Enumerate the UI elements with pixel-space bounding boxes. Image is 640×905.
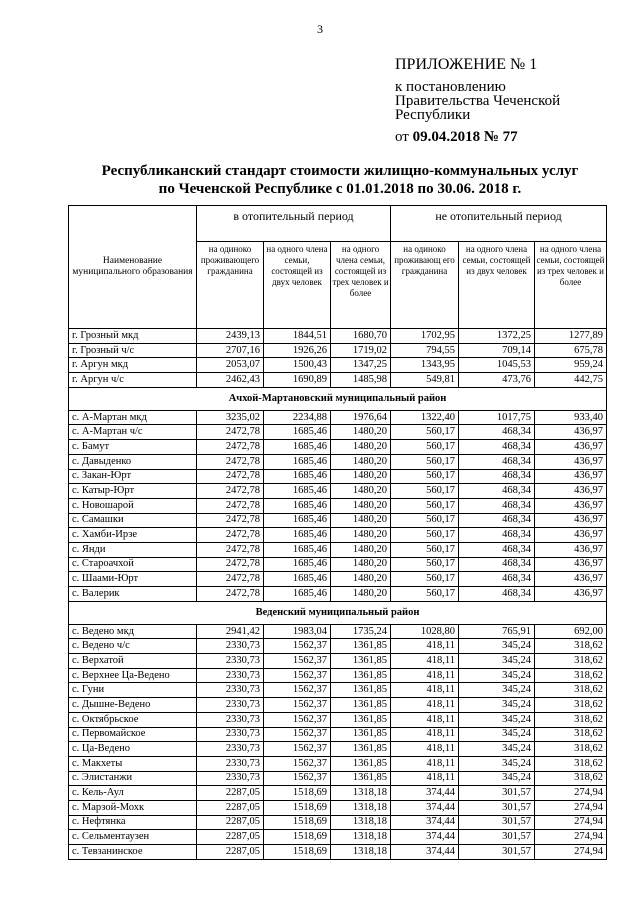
appendix-date-value: 09.04.2018 № 77: [412, 129, 518, 145]
document-title-line-2: по Чеченской Республике с 01.01.2018 по 30.06. 2018 г.: [158, 181, 522, 197]
header-heating-period: в отопительный период: [197, 206, 391, 242]
cost-value: 2330,73: [197, 698, 264, 713]
cost-value: 560,17: [391, 528, 459, 543]
cost-value: 2707,16: [197, 343, 264, 358]
municipality-name: с. Марзой-Мохк: [69, 800, 197, 815]
cost-value: 1685,46: [264, 454, 331, 469]
cost-value: 2330,73: [197, 654, 264, 669]
cost-value: 436,97: [535, 454, 607, 469]
cost-value: 468,34: [459, 454, 535, 469]
cost-value: 436,97: [535, 572, 607, 587]
table-row: [69, 639, 607, 654]
table-row: [69, 786, 607, 801]
cost-value: 1562,37: [264, 727, 331, 742]
municipality-name: г. Грозный мкд: [69, 329, 197, 344]
cost-value: 436,97: [535, 557, 607, 572]
cost-value: 1518,69: [264, 830, 331, 845]
cost-value: 1562,37: [264, 712, 331, 727]
cost-value: 1719,02: [331, 343, 391, 358]
table-row: [69, 830, 607, 845]
cost-value: 1685,46: [264, 469, 331, 484]
municipality-name: с. Кель-Аул: [69, 786, 197, 801]
cost-value: 1480,20: [331, 498, 391, 513]
municipality-name: с. Макхеты: [69, 756, 197, 771]
cost-value: 418,11: [391, 742, 459, 757]
cost-value: 1361,85: [331, 683, 391, 698]
cost-value: 318,62: [535, 698, 607, 713]
cost-value: 1322,40: [391, 410, 459, 425]
municipality-name: с. Ведено ч/с: [69, 639, 197, 654]
cost-value: 1361,85: [331, 712, 391, 727]
cost-value: 2330,73: [197, 683, 264, 698]
cost-value: 436,97: [535, 484, 607, 499]
table-row: [69, 727, 607, 742]
cost-value: 1685,46: [264, 440, 331, 455]
cost-value: 1685,46: [264, 513, 331, 528]
cost-value: 1480,20: [331, 572, 391, 587]
cost-value: 1361,85: [331, 698, 391, 713]
cost-value: 1480,20: [331, 440, 391, 455]
municipality-name: с. Нефтянка: [69, 815, 197, 830]
cost-value: 3235,02: [197, 410, 264, 425]
cost-value: 301,57: [459, 845, 535, 860]
table-row: [69, 358, 607, 373]
table-body: [69, 329, 607, 860]
cost-value: 1318,18: [331, 800, 391, 815]
table-row: [69, 756, 607, 771]
cost-value: 1361,85: [331, 727, 391, 742]
cost-value: 418,11: [391, 771, 459, 786]
table-row: [69, 771, 607, 786]
header-sub-3: на одного члена семьи, состоящей из трех человек и более: [331, 242, 391, 329]
municipality-name: с. Верхатой: [69, 654, 197, 669]
cost-value: 560,17: [391, 557, 459, 572]
cost-value: 1518,69: [264, 786, 331, 801]
cost-value: 2462,43: [197, 373, 264, 388]
cost-value: 794,55: [391, 343, 459, 358]
cost-value: 468,34: [459, 572, 535, 587]
cost-value: 345,24: [459, 771, 535, 786]
municipality-name: с. Катыр-Юрт: [69, 484, 197, 499]
cost-value: 318,62: [535, 683, 607, 698]
cost-value: 1485,98: [331, 373, 391, 388]
cost-value: 2053,07: [197, 358, 264, 373]
table-row: [69, 815, 607, 830]
cost-value: 1318,18: [331, 815, 391, 830]
cost-value: 675,78: [535, 343, 607, 358]
cost-value: 436,97: [535, 440, 607, 455]
cost-value: 1562,37: [264, 683, 331, 698]
cost-value: 345,24: [459, 698, 535, 713]
cost-value: 1685,46: [264, 498, 331, 513]
cost-value: 1685,46: [264, 425, 331, 440]
cost-value: 2330,73: [197, 668, 264, 683]
municipality-name: г. Грозный ч/с: [69, 343, 197, 358]
municipality-name: с. А-Мартан мкд: [69, 410, 197, 425]
cost-value: 301,57: [459, 815, 535, 830]
cost-value: 418,11: [391, 639, 459, 654]
cost-value: 2941,42: [197, 624, 264, 639]
municipality-name: с. Ца-Ведено: [69, 742, 197, 757]
cost-value: 1518,69: [264, 845, 331, 860]
cost-value: 1277,89: [535, 329, 607, 344]
cost-value: 1028,80: [391, 624, 459, 639]
cost-value: 468,34: [459, 542, 535, 557]
cost-value: 2330,73: [197, 756, 264, 771]
cost-value: 418,11: [391, 654, 459, 669]
cost-value: 2287,05: [197, 830, 264, 845]
cost-value: 1361,85: [331, 756, 391, 771]
cost-value: 374,44: [391, 845, 459, 860]
municipality-name: с. Октябрьское: [69, 712, 197, 727]
cost-value: 468,34: [459, 587, 535, 602]
cost-value: 274,94: [535, 786, 607, 801]
cost-value: 473,76: [459, 373, 535, 388]
appendix-title: ПРИЛОЖЕНИЕ № 1: [395, 56, 538, 73]
table-row: [69, 557, 607, 572]
cost-value: 2472,78: [197, 454, 264, 469]
document-title-line-1: Республиканский стандарт стоимости жилищно-коммунальных услуг: [101, 163, 579, 179]
cost-value: 2330,73: [197, 727, 264, 742]
cost-value: 1983,04: [264, 624, 331, 639]
cost-value: 2472,78: [197, 572, 264, 587]
cost-value: 1480,20: [331, 469, 391, 484]
cost-value: 2287,05: [197, 800, 264, 815]
cost-value: 1361,85: [331, 668, 391, 683]
appendix-block: [395, 58, 625, 144]
cost-value: 1480,20: [331, 484, 391, 499]
table-row: [69, 624, 607, 639]
cost-value: 2472,78: [197, 498, 264, 513]
cost-value: 2330,73: [197, 712, 264, 727]
municipality-name: с. Тевзанинское: [69, 845, 197, 860]
cost-value: 2472,78: [197, 557, 264, 572]
municipality-name: с. Верхнее Ца-Ведено: [69, 668, 197, 683]
cost-value: 374,44: [391, 800, 459, 815]
table-row: [69, 572, 607, 587]
municipality-name: с. Староачхой: [69, 557, 197, 572]
cost-value: 468,34: [459, 469, 535, 484]
tariff-table: [68, 205, 607, 860]
cost-value: 2472,78: [197, 542, 264, 557]
table-row: [69, 484, 607, 499]
cost-value: 468,34: [459, 557, 535, 572]
cost-value: 2472,78: [197, 513, 264, 528]
cost-value: 436,97: [535, 425, 607, 440]
cost-value: 318,62: [535, 771, 607, 786]
cost-value: 442,75: [535, 373, 607, 388]
cost-value: 1480,20: [331, 528, 391, 543]
cost-value: 1480,20: [331, 454, 391, 469]
cost-value: 1562,37: [264, 654, 331, 669]
cost-value: 2330,73: [197, 742, 264, 757]
municipality-name: с. Валерик: [69, 587, 197, 602]
municipality-name: с. Хамби-Ирзе: [69, 528, 197, 543]
municipality-name: с. Новошарой: [69, 498, 197, 513]
cost-value: 2472,78: [197, 440, 264, 455]
cost-value: 1562,37: [264, 756, 331, 771]
header-sub-5: на одного члена семьи, состоящей из двух человек: [459, 242, 535, 329]
section-row: [69, 387, 607, 410]
appendix-date-prefix: от: [395, 129, 409, 145]
municipality-name: с. Первомайское: [69, 727, 197, 742]
cost-value: 959,24: [535, 358, 607, 373]
cost-value: 1690,89: [264, 373, 331, 388]
cost-value: 2287,05: [197, 786, 264, 801]
cost-value: 560,17: [391, 440, 459, 455]
table-row: [69, 542, 607, 557]
appendix-line-3: Республики: [395, 107, 471, 123]
cost-value: 418,11: [391, 683, 459, 698]
header-sub-2: на одного члена семьи, состоящей из двух человек: [264, 242, 331, 329]
cost-value: 318,62: [535, 727, 607, 742]
cost-value: 418,11: [391, 698, 459, 713]
cost-value: 1480,20: [331, 557, 391, 572]
page-number: 3: [317, 22, 323, 36]
table-row: [69, 587, 607, 602]
appendix-date: [395, 130, 625, 144]
table-row: [69, 469, 607, 484]
cost-value: 560,17: [391, 513, 459, 528]
municipality-name: с. Дышне-Ведено: [69, 698, 197, 713]
table-row: [69, 845, 607, 860]
cost-value: 345,24: [459, 683, 535, 698]
table-row: [69, 654, 607, 669]
municipality-name: с. А-Мартан ч/с: [69, 425, 197, 440]
cost-value: 274,94: [535, 830, 607, 845]
cost-value: 1372,25: [459, 329, 535, 344]
cost-value: 1480,20: [331, 425, 391, 440]
section-title: Ачхой-Мартановский муниципальный район: [69, 387, 607, 410]
header-nonheating-period: не отопительный период: [391, 206, 607, 242]
cost-value: 560,17: [391, 542, 459, 557]
cost-value: 2439,13: [197, 329, 264, 344]
cost-value: 468,34: [459, 528, 535, 543]
municipality-name: с. Ведено мкд: [69, 624, 197, 639]
cost-value: 1518,69: [264, 800, 331, 815]
cost-value: 318,62: [535, 742, 607, 757]
cost-value: 436,97: [535, 542, 607, 557]
table-row: [69, 698, 607, 713]
cost-value: 709,14: [459, 343, 535, 358]
cost-value: 345,24: [459, 654, 535, 669]
cost-value: 1685,46: [264, 587, 331, 602]
cost-value: 374,44: [391, 830, 459, 845]
cost-value: 549,81: [391, 373, 459, 388]
cost-value: 1735,24: [331, 624, 391, 639]
cost-value: 1361,85: [331, 654, 391, 669]
municipality-name: г. Аргун мкд: [69, 358, 197, 373]
cost-value: 1518,69: [264, 815, 331, 830]
cost-value: 1685,46: [264, 484, 331, 499]
cost-value: 1361,85: [331, 639, 391, 654]
cost-value: 274,94: [535, 845, 607, 860]
municipality-name: с. Янди: [69, 542, 197, 557]
cost-value: 560,17: [391, 498, 459, 513]
cost-value: 1680,70: [331, 329, 391, 344]
cost-value: 468,34: [459, 425, 535, 440]
cost-value: 2330,73: [197, 771, 264, 786]
header-sub-4: на одиноко проживающ его гражданина: [391, 242, 459, 329]
cost-value: 692,00: [535, 624, 607, 639]
cost-value: 1685,46: [264, 528, 331, 543]
cost-value: 318,62: [535, 712, 607, 727]
municipality-name: с. Гуни: [69, 683, 197, 698]
cost-value: 301,57: [459, 786, 535, 801]
cost-value: 1702,95: [391, 329, 459, 344]
cost-value: 436,97: [535, 469, 607, 484]
cost-value: 1361,85: [331, 771, 391, 786]
cost-value: 1562,37: [264, 771, 331, 786]
cost-value: 301,57: [459, 800, 535, 815]
cost-value: 1685,46: [264, 572, 331, 587]
cost-value: 1480,20: [331, 542, 391, 557]
cost-value: 418,11: [391, 727, 459, 742]
cost-value: 560,17: [391, 425, 459, 440]
table-row: [69, 742, 607, 757]
table-row: [69, 668, 607, 683]
cost-value: 560,17: [391, 454, 459, 469]
cost-value: 2472,78: [197, 484, 264, 499]
table-header: [69, 206, 607, 329]
cost-value: 318,62: [535, 668, 607, 683]
cost-value: 2330,73: [197, 639, 264, 654]
section-title: Веденский муниципальный район: [69, 601, 607, 624]
cost-value: 1347,25: [331, 358, 391, 373]
cost-value: 1017,75: [459, 410, 535, 425]
cost-value: 436,97: [535, 587, 607, 602]
cost-value: 1562,37: [264, 698, 331, 713]
section-row: [69, 601, 607, 624]
municipality-name: с. Самашки: [69, 513, 197, 528]
table-row: [69, 410, 607, 425]
table-row: [69, 683, 607, 698]
cost-value: 318,62: [535, 756, 607, 771]
municipality-name: с. Давыденко: [69, 454, 197, 469]
cost-value: 1562,37: [264, 742, 331, 757]
cost-value: 2287,05: [197, 815, 264, 830]
cost-value: 1500,43: [264, 358, 331, 373]
header-name: Наименование муниципального образования: [69, 206, 197, 329]
table-row: [69, 454, 607, 469]
cost-value: 318,62: [535, 639, 607, 654]
table-row: [69, 800, 607, 815]
municipality-name: г. Аргун ч/с: [69, 373, 197, 388]
cost-value: 1318,18: [331, 786, 391, 801]
appendix-line-1: к постановлению: [395, 79, 506, 95]
cost-value: 345,24: [459, 639, 535, 654]
municipality-name: с. Шаами-Юрт: [69, 572, 197, 587]
cost-value: 374,44: [391, 815, 459, 830]
cost-value: 1562,37: [264, 639, 331, 654]
table-row: [69, 329, 607, 344]
cost-value: 2472,78: [197, 425, 264, 440]
cost-value: 345,24: [459, 756, 535, 771]
cost-value: 436,97: [535, 513, 607, 528]
cost-value: 301,57: [459, 830, 535, 845]
cost-value: 345,24: [459, 668, 535, 683]
cost-value: 1562,37: [264, 668, 331, 683]
cost-value: 1976,64: [331, 410, 391, 425]
cost-value: 374,44: [391, 786, 459, 801]
table-row: [69, 528, 607, 543]
cost-value: 468,34: [459, 484, 535, 499]
table-row: [69, 343, 607, 358]
cost-value: 1685,46: [264, 557, 331, 572]
cost-value: 436,97: [535, 498, 607, 513]
cost-value: 1844,51: [264, 329, 331, 344]
municipality-name: с. Элистанжи: [69, 771, 197, 786]
cost-value: 2472,78: [197, 528, 264, 543]
cost-value: 468,34: [459, 440, 535, 455]
cost-value: 2287,05: [197, 845, 264, 860]
header-sub-6: на одного члена семьи, состоящей из трех человек и более: [535, 242, 607, 329]
cost-value: 468,34: [459, 498, 535, 513]
cost-value: 560,17: [391, 587, 459, 602]
municipality-name: с. Сельментаузен: [69, 830, 197, 845]
cost-value: 468,34: [459, 513, 535, 528]
cost-value: 1926,26: [264, 343, 331, 358]
document-title: [40, 162, 640, 198]
cost-value: 1318,18: [331, 845, 391, 860]
cost-value: 765,91: [459, 624, 535, 639]
cost-value: 345,24: [459, 712, 535, 727]
table-row: [69, 373, 607, 388]
cost-value: 436,97: [535, 528, 607, 543]
cost-value: 274,94: [535, 800, 607, 815]
cost-value: 560,17: [391, 469, 459, 484]
table-row: [69, 712, 607, 727]
cost-value: 1480,20: [331, 587, 391, 602]
cost-value: 1361,85: [331, 742, 391, 757]
cost-value: 1685,46: [264, 542, 331, 557]
cost-value: 345,24: [459, 742, 535, 757]
table-row: [69, 440, 607, 455]
cost-value: 560,17: [391, 484, 459, 499]
cost-value: 1318,18: [331, 830, 391, 845]
cost-value: 345,24: [459, 727, 535, 742]
cost-value: 933,40: [535, 410, 607, 425]
appendix-line-2: Правительства Чеченской: [395, 93, 561, 109]
table-row: [69, 513, 607, 528]
cost-value: 418,11: [391, 668, 459, 683]
cost-value: 2472,78: [197, 469, 264, 484]
cost-value: 1045,53: [459, 358, 535, 373]
cost-value: 274,94: [535, 815, 607, 830]
table-row: [69, 498, 607, 513]
cost-value: 1480,20: [331, 513, 391, 528]
cost-value: 418,11: [391, 712, 459, 727]
cost-value: 560,17: [391, 572, 459, 587]
cost-value: 318,62: [535, 654, 607, 669]
cost-value: 418,11: [391, 756, 459, 771]
municipality-name: с. Закан-Юрт: [69, 469, 197, 484]
municipality-name: с. Бамут: [69, 440, 197, 455]
cost-value: 1343,95: [391, 358, 459, 373]
header-sub-1: на одиноко проживающего гражданина: [197, 242, 264, 329]
cost-value: 2234,88: [264, 410, 331, 425]
cost-value: 2472,78: [197, 587, 264, 602]
table-row: [69, 425, 607, 440]
